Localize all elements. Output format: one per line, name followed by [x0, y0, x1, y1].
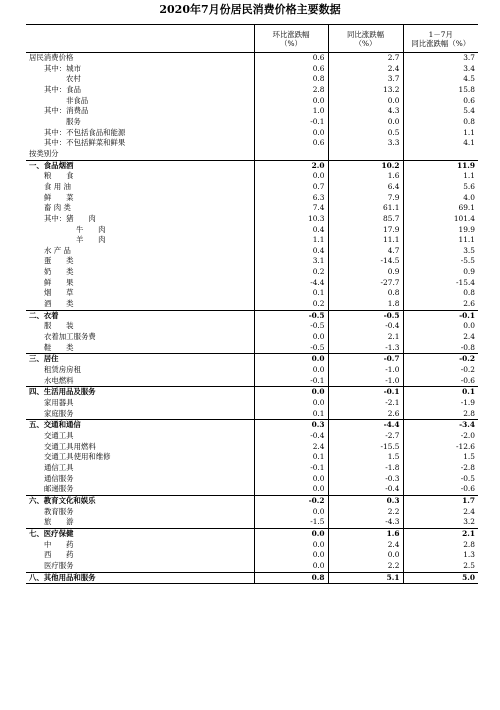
table-row [26, 256, 478, 267]
value-ytd-yoy: -2.8 [403, 463, 478, 474]
row-label: 租赁房房租 [44, 365, 81, 375]
value-ytd-yoy: -12.6 [403, 442, 478, 453]
value-yoy: 0.5 [328, 128, 403, 139]
value-yoy: -0.4 [328, 484, 403, 495]
row-label: 农村 [66, 74, 81, 84]
value-mom: 0.2 [254, 299, 328, 310]
table-row [26, 85, 478, 96]
value-mom: 2.4 [254, 442, 328, 453]
value-ytd-yoy: 3.2 [403, 517, 478, 528]
value-ytd-yoy: -0.1 [403, 310, 478, 321]
header-mom: 环比涨跌幅 （%） [254, 25, 328, 53]
value-yoy: -1.8 [328, 463, 403, 474]
value-ytd-yoy: 11.1 [403, 235, 478, 246]
value-mom: 0.0 [254, 387, 328, 398]
value-mom: 0.0 [254, 96, 328, 107]
value-yoy: -1.3 [328, 343, 403, 354]
table-row [26, 431, 478, 442]
table-row [26, 246, 478, 257]
table-row [26, 182, 478, 193]
row-label: 三、居住 [26, 354, 254, 365]
table-row [26, 225, 478, 236]
value-ytd-yoy: 5.4 [403, 106, 478, 117]
value-mom: -0.1 [254, 463, 328, 474]
table-row [26, 332, 478, 343]
value-ytd-yoy: 0.1 [403, 387, 478, 398]
row-label: 其中：不包括鲜菜和鲜果 [44, 138, 126, 148]
value-yoy: 1.5 [328, 452, 403, 463]
row-label: 五、交通和通信 [26, 420, 254, 431]
value-yoy: -14.5 [328, 256, 403, 267]
row-label: 邮递服务 [44, 484, 74, 494]
value-ytd-yoy: 1.1 [403, 128, 478, 139]
table-row [26, 561, 478, 572]
table-row [26, 214, 478, 225]
table-row [26, 310, 478, 321]
table-row [26, 420, 478, 431]
row-label: 医疗服务 [44, 560, 74, 570]
value-yoy: -2.7 [328, 431, 403, 442]
table-row [26, 343, 478, 354]
value-ytd-yoy: 1.3 [403, 550, 478, 561]
value-mom: -0.5 [254, 321, 328, 332]
value-yoy: 10.2 [328, 160, 403, 171]
value-yoy: 2.2 [328, 561, 403, 572]
value-mom: -0.2 [254, 495, 328, 506]
row-label: 牛 肉 [76, 224, 106, 234]
value-ytd-yoy: -0.8 [403, 343, 478, 354]
row-label: 二、衣着 [26, 310, 254, 321]
value-ytd-yoy: 4.5 [403, 74, 478, 85]
table-row [26, 160, 478, 171]
value-yoy: -0.7 [328, 354, 403, 365]
value-yoy: 2.4 [328, 64, 403, 75]
value-ytd-yoy: 0.6 [403, 96, 478, 107]
table-row [26, 74, 478, 85]
value-yoy: 0.3 [328, 495, 403, 506]
table-row [26, 128, 478, 139]
value-mom: 0.0 [254, 484, 328, 495]
value-yoy: 7.9 [328, 193, 403, 204]
value-yoy: -1.0 [328, 376, 403, 387]
value-mom: 0.4 [254, 246, 328, 257]
value-yoy: -1.0 [328, 365, 403, 376]
table-row [26, 484, 478, 495]
value-mom: 0.1 [254, 288, 328, 299]
value-yoy: -0.4 [328, 321, 403, 332]
table-row [26, 528, 478, 539]
value-yoy: -2.1 [328, 398, 403, 409]
row-label: 七、医疗保健 [26, 528, 254, 539]
row-label: 中 药 [44, 539, 74, 549]
row-label: 通信工具 [44, 462, 74, 472]
table-row [26, 572, 478, 584]
value-mom: 0.6 [254, 138, 328, 149]
value-yoy: 2.6 [328, 409, 403, 420]
value-mom: 2.0 [254, 160, 328, 171]
value-mom: 0.0 [254, 540, 328, 551]
value-mom: -0.1 [254, 376, 328, 387]
value-yoy: 5.1 [328, 572, 403, 584]
row-label: 畜 肉 类 [44, 203, 71, 213]
value-yoy: -0.5 [328, 310, 403, 321]
value-yoy: 0.0 [328, 117, 403, 128]
value-mom: -4.4 [254, 278, 328, 289]
value-mom: -0.1 [254, 117, 328, 128]
value-ytd-yoy: 5.6 [403, 182, 478, 193]
value-yoy: 6.4 [328, 182, 403, 193]
row-label: 四、生活用品及服务 [26, 387, 254, 398]
header-ytd-yoy: 1－7月 同比涨跌幅（%） [403, 25, 478, 53]
row-label: 其中：食品 [44, 84, 81, 94]
value-mom: 3.1 [254, 256, 328, 267]
row-label: 服务 [66, 116, 81, 126]
table-row [26, 354, 478, 365]
value-mom: 0.6 [254, 64, 328, 75]
value-ytd-yoy [403, 149, 478, 160]
value-yoy: 1.6 [328, 528, 403, 539]
table-row [26, 106, 478, 117]
row-label: 八、其他用品和服务 [26, 572, 254, 584]
table-row [26, 64, 478, 75]
value-yoy [328, 149, 403, 160]
value-ytd-yoy: 4.1 [403, 138, 478, 149]
row-label: 其中：不包括食品和能源 [44, 127, 126, 137]
value-ytd-yoy: -0.6 [403, 484, 478, 495]
value-ytd-yoy: 0.8 [403, 117, 478, 128]
value-mom: 0.3 [254, 420, 328, 431]
table-row [26, 398, 478, 409]
value-yoy: 11.1 [328, 235, 403, 246]
value-ytd-yoy: 5.0 [403, 572, 478, 584]
row-label: 其中：猪 肉 [44, 213, 96, 223]
row-label: 家庭服务 [44, 408, 74, 418]
value-yoy: 0.0 [328, 96, 403, 107]
value-ytd-yoy: 4.0 [403, 193, 478, 204]
header-yoy: 同比涨跌幅 （%） [328, 25, 403, 53]
value-mom: 0.2 [254, 267, 328, 278]
row-label: 衣着加工服务费 [44, 332, 96, 342]
row-label: 水电燃料 [44, 375, 74, 385]
value-ytd-yoy: -5.5 [403, 256, 478, 267]
table-row [26, 474, 478, 485]
value-mom: 10.3 [254, 214, 328, 225]
row-label: 一、食品烟酒 [26, 160, 254, 171]
value-ytd-yoy: -0.2 [403, 354, 478, 365]
value-yoy: -4.4 [328, 420, 403, 431]
table-row [26, 507, 478, 518]
value-ytd-yoy: -0.2 [403, 365, 478, 376]
row-label: 鲜 菜 [44, 192, 74, 202]
value-yoy: 0.0 [328, 550, 403, 561]
value-yoy: 2.1 [328, 332, 403, 343]
value-yoy: -0.3 [328, 474, 403, 485]
cpi-table [26, 24, 478, 584]
value-yoy: -0.1 [328, 387, 403, 398]
value-yoy: 4.7 [328, 246, 403, 257]
row-label: 通信服务 [44, 473, 74, 483]
row-label: 粮 食 [44, 171, 74, 181]
value-mom: -0.5 [254, 343, 328, 354]
row-label: 奶 类 [44, 267, 74, 277]
value-yoy: 4.3 [328, 106, 403, 117]
row-label: 交通工具使用和维修 [44, 452, 111, 462]
row-label: 按类别分 [29, 148, 59, 158]
value-mom: 1.0 [254, 106, 328, 117]
value-ytd-yoy: -3.4 [403, 420, 478, 431]
value-mom: 0.1 [254, 452, 328, 463]
value-yoy: 2.2 [328, 507, 403, 518]
value-mom: -0.4 [254, 431, 328, 442]
value-mom: 0.1 [254, 409, 328, 420]
value-mom: 0.0 [254, 561, 328, 572]
table-row [26, 365, 478, 376]
table-row [26, 540, 478, 551]
value-mom: -0.5 [254, 310, 328, 321]
row-label: 其中：消费品 [44, 106, 89, 116]
table-row [26, 517, 478, 528]
value-yoy: -27.7 [328, 278, 403, 289]
value-mom: 0.0 [254, 332, 328, 343]
row-label: 交通工具 [44, 430, 74, 440]
value-ytd-yoy: 15.8 [403, 85, 478, 96]
value-yoy: 3.7 [328, 74, 403, 85]
table-row [26, 387, 478, 398]
value-mom: 0.8 [254, 74, 328, 85]
row-label: 交通工具用燃料 [44, 441, 96, 451]
value-mom: 0.0 [254, 474, 328, 485]
row-label: 服 装 [44, 321, 74, 331]
value-yoy: -4.3 [328, 517, 403, 528]
value-mom: 0.0 [254, 354, 328, 365]
value-yoy: 61.1 [328, 203, 403, 214]
row-label: 西 药 [44, 550, 74, 560]
value-mom: 0.7 [254, 182, 328, 193]
row-label: 鞋 类 [44, 342, 74, 352]
value-yoy: 2.7 [328, 53, 403, 64]
value-mom: 7.4 [254, 203, 328, 214]
table-row [26, 288, 478, 299]
value-ytd-yoy: 1.5 [403, 452, 478, 463]
table-row [26, 550, 478, 561]
row-label: 水 产 品 [44, 245, 71, 255]
table-row [26, 138, 478, 149]
value-mom: 0.0 [254, 365, 328, 376]
value-ytd-yoy: 19.9 [403, 225, 478, 236]
table-row [26, 442, 478, 453]
value-ytd-yoy: -0.6 [403, 376, 478, 387]
page-title: 2020年7月份居民消费价格主要数据 [159, 3, 341, 16]
table-row [26, 203, 478, 214]
table-row [26, 53, 478, 64]
row-label: 教育服务 [44, 506, 74, 516]
value-mom: 0.0 [254, 528, 328, 539]
value-yoy: 3.3 [328, 138, 403, 149]
table-row [26, 452, 478, 463]
table-header-row [26, 25, 478, 53]
value-ytd-yoy: 3.7 [403, 53, 478, 64]
value-yoy: 85.7 [328, 214, 403, 225]
value-ytd-yoy: 2.4 [403, 507, 478, 518]
value-ytd-yoy: 0.8 [403, 288, 478, 299]
table-row [26, 409, 478, 420]
value-mom: -1.5 [254, 517, 328, 528]
value-mom: 1.1 [254, 235, 328, 246]
value-ytd-yoy: 1.1 [403, 171, 478, 182]
table-row [26, 495, 478, 506]
value-ytd-yoy: 2.6 [403, 299, 478, 310]
value-mom: 0.8 [254, 572, 328, 584]
value-ytd-yoy: 69.1 [403, 203, 478, 214]
row-label: 非食品 [66, 95, 89, 105]
value-ytd-yoy: 2.8 [403, 409, 478, 420]
value-mom: 0.0 [254, 171, 328, 182]
value-ytd-yoy: 11.9 [403, 160, 478, 171]
value-ytd-yoy: -1.9 [403, 398, 478, 409]
value-ytd-yoy: 3.4 [403, 64, 478, 75]
value-ytd-yoy: 2.1 [403, 528, 478, 539]
value-ytd-yoy: 2.8 [403, 540, 478, 551]
value-mom: 0.0 [254, 507, 328, 518]
row-label: 其中：城市 [44, 63, 81, 73]
row-label: 六、教育文化和娱乐 [26, 495, 254, 506]
value-ytd-yoy: -15.4 [403, 278, 478, 289]
header-category [26, 25, 254, 53]
table-row [26, 278, 478, 289]
value-mom: 0.4 [254, 225, 328, 236]
value-ytd-yoy: 0.0 [403, 321, 478, 332]
table-row [26, 376, 478, 387]
row-label: 食 用 油 [44, 181, 71, 191]
table-row [26, 96, 478, 107]
value-ytd-yoy: 3.5 [403, 246, 478, 257]
table-row [26, 299, 478, 310]
value-yoy: -15.5 [328, 442, 403, 453]
row-label: 鲜 果 [44, 277, 74, 287]
row-label: 酒 类 [44, 299, 74, 309]
value-ytd-yoy: -2.0 [403, 431, 478, 442]
value-ytd-yoy: -0.5 [403, 474, 478, 485]
value-ytd-yoy: 2.4 [403, 332, 478, 343]
value-yoy: 1.8 [328, 299, 403, 310]
value-yoy: 2.4 [328, 540, 403, 551]
row-label: 蛋 类 [44, 256, 74, 266]
table-row [26, 193, 478, 204]
value-ytd-yoy: 2.5 [403, 561, 478, 572]
row-label: 烟 草 [44, 288, 74, 298]
value-ytd-yoy: 1.7 [403, 495, 478, 506]
table-row [26, 171, 478, 182]
row-label: 羊 肉 [76, 235, 106, 245]
value-mom: 0.6 [254, 53, 328, 64]
table-row [26, 321, 478, 332]
value-yoy: 0.8 [328, 288, 403, 299]
table-row [26, 117, 478, 128]
value-yoy: 13.2 [328, 85, 403, 96]
value-mom: 0.0 [254, 398, 328, 409]
value-mom [254, 149, 328, 160]
value-ytd-yoy: 0.9 [403, 267, 478, 278]
value-yoy: 17.9 [328, 225, 403, 236]
value-mom: 6.3 [254, 193, 328, 204]
value-ytd-yoy: 101.4 [403, 214, 478, 225]
row-label: 家用器具 [44, 398, 74, 407]
value-yoy: 1.6 [328, 171, 403, 182]
row-label: 居民消费价格 [29, 53, 74, 62]
table-row [26, 235, 478, 246]
table-row [26, 149, 478, 160]
table-row [26, 463, 478, 474]
row-label: 旅 游 [44, 517, 74, 527]
value-mom: 0.0 [254, 128, 328, 139]
table-row [26, 267, 478, 278]
value-yoy: 0.9 [328, 267, 403, 278]
value-mom: 0.0 [254, 550, 328, 561]
value-mom: 2.8 [254, 85, 328, 96]
table-body [26, 53, 478, 584]
